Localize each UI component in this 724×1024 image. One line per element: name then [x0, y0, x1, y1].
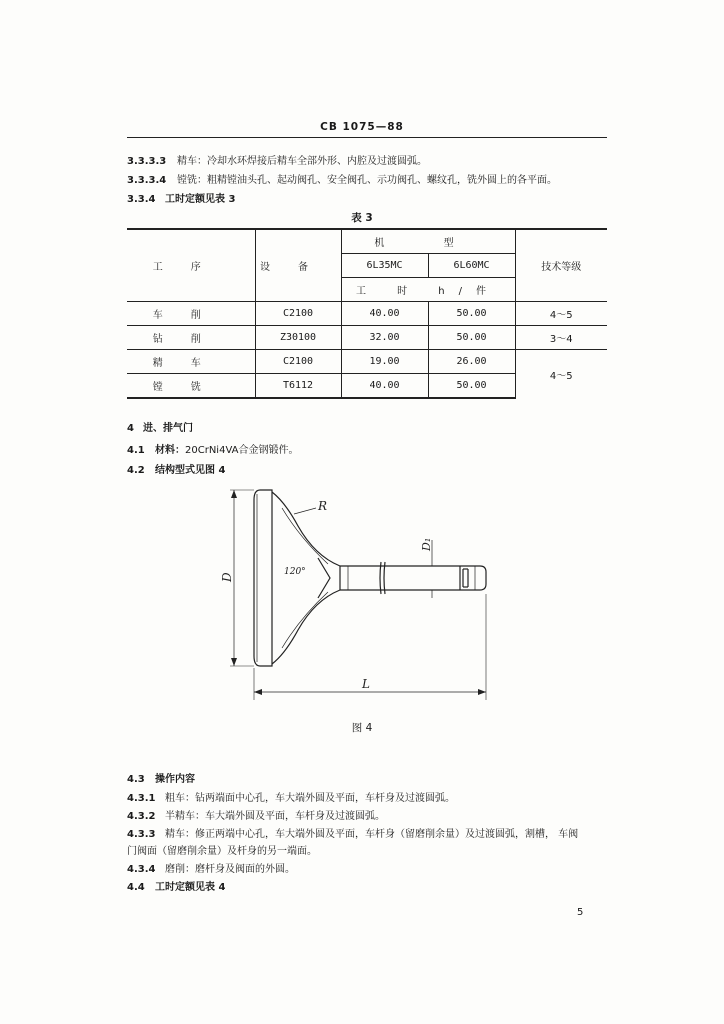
valve-diagram: [210, 478, 500, 703]
table-row-grade: 4～5: [515, 350, 607, 399]
table-row-grade: 4～5: [515, 302, 607, 326]
item-number: 3.3.4: [127, 194, 156, 205]
page-number: 5: [577, 907, 584, 918]
table3-caption: 表 3: [351, 212, 373, 224]
paragraph-4-1: 4.1 材料：20CrNi4VA合金钢锻件。: [127, 445, 299, 456]
table-3: [127, 228, 607, 399]
table-row-value-6l60mc: 50.00: [428, 374, 515, 399]
table-row-value-6l35mc: 32.00: [341, 326, 428, 350]
paragraph-4-3-2: 4.3.2 半精车：车大端外圆及平面，车杆身及过渡圆弧。: [127, 811, 385, 822]
figure-4-valve-drawing: [210, 478, 500, 707]
table-row-equipment: T6112: [255, 374, 341, 399]
header-work-hours: 工 时 h/件: [355, 286, 501, 297]
paragraph-4-3-3: 4.3.3 精车：修正两端中心孔，车大端外圆及平面，车杆身（留磨削余量）及过渡圆弧，割槽， 车阀: [127, 829, 579, 840]
header-model-6l60mc: 6L60MC: [428, 254, 515, 278]
paragraph-3-3-4: [127, 190, 235, 205]
paragraph-3-3-3-4: [127, 171, 557, 186]
table-row-equipment: C2100: [255, 350, 341, 374]
label-diameter: D: [220, 572, 234, 582]
paragraph-4-3-1: 4.3.1 粗车：钻两端面中心孔，车大端外圆及平面，车杆身及过渡圆弧。: [127, 793, 455, 804]
header-rule: [127, 137, 607, 138]
table-row-grade: 3～4: [515, 326, 607, 350]
header-process: 工序: [127, 229, 255, 302]
label-angle: 120°: [284, 567, 306, 577]
table-row-equipment: Z30100: [255, 326, 341, 350]
table-row-process: 镗铣: [127, 374, 255, 399]
table-row-value-6l60mc: 50.00: [428, 302, 515, 326]
label-radius: R: [318, 499, 328, 513]
item-text: 镗铣：粗精镗油头孔、起动阀孔、安全阀孔、示功阀孔、螺纹孔，铣外圆上的各平面。: [177, 175, 557, 186]
section-4-heading: 4 进、排气门: [127, 423, 193, 434]
paragraph-4-4: 4.4 工时定额见表 4: [127, 882, 226, 893]
table-row-process: 钻削: [127, 326, 255, 350]
header-model-6l35mc: 6L35MC: [341, 254, 428, 278]
item-number: 3.3.3.4: [127, 175, 167, 186]
paragraph-4-3-3-continued: 门阀面（留磨削余量）及杆身的另一端面。: [127, 846, 317, 857]
header-tech-grade: 技术等级: [515, 229, 607, 302]
item-number: 3.3.3.3: [127, 156, 167, 167]
paragraph-4-2: 4.2 结构型式见图 4: [127, 465, 226, 476]
label-d1: D₁: [420, 537, 433, 551]
table-row-equipment: C2100: [255, 302, 341, 326]
table-row-process: 车削: [127, 302, 255, 326]
header-machine-type: 机 型: [341, 229, 515, 254]
label-length: L: [362, 677, 370, 691]
item-text: 精车：冷却水环焊接后精车全部外形、内腔及过渡圆弧。: [177, 156, 427, 167]
table-row-value-6l35mc: 40.00: [341, 374, 428, 399]
table-row-process: 精车: [127, 350, 255, 374]
document-header: CB 1075—88: [320, 121, 404, 133]
table-row-value-6l60mc: 50.00: [428, 326, 515, 350]
header-equipment: 设备: [255, 229, 341, 302]
table-row-value-6l35mc: 40.00: [341, 302, 428, 326]
item-text: 工时定额见表 3: [165, 194, 236, 205]
paragraph-3-3-3-3: [127, 152, 427, 167]
table-row-value-6l60mc: 26.00: [428, 350, 515, 374]
paragraph-4-3: 4.3 操作内容: [127, 774, 195, 785]
table-row-value-6l35mc: 19.00: [341, 350, 428, 374]
figure-4-caption: 图 4: [351, 722, 373, 734]
paragraph-4-3-4: 4.3.4 磨削：磨杆身及阀面的外圆。: [127, 864, 295, 875]
